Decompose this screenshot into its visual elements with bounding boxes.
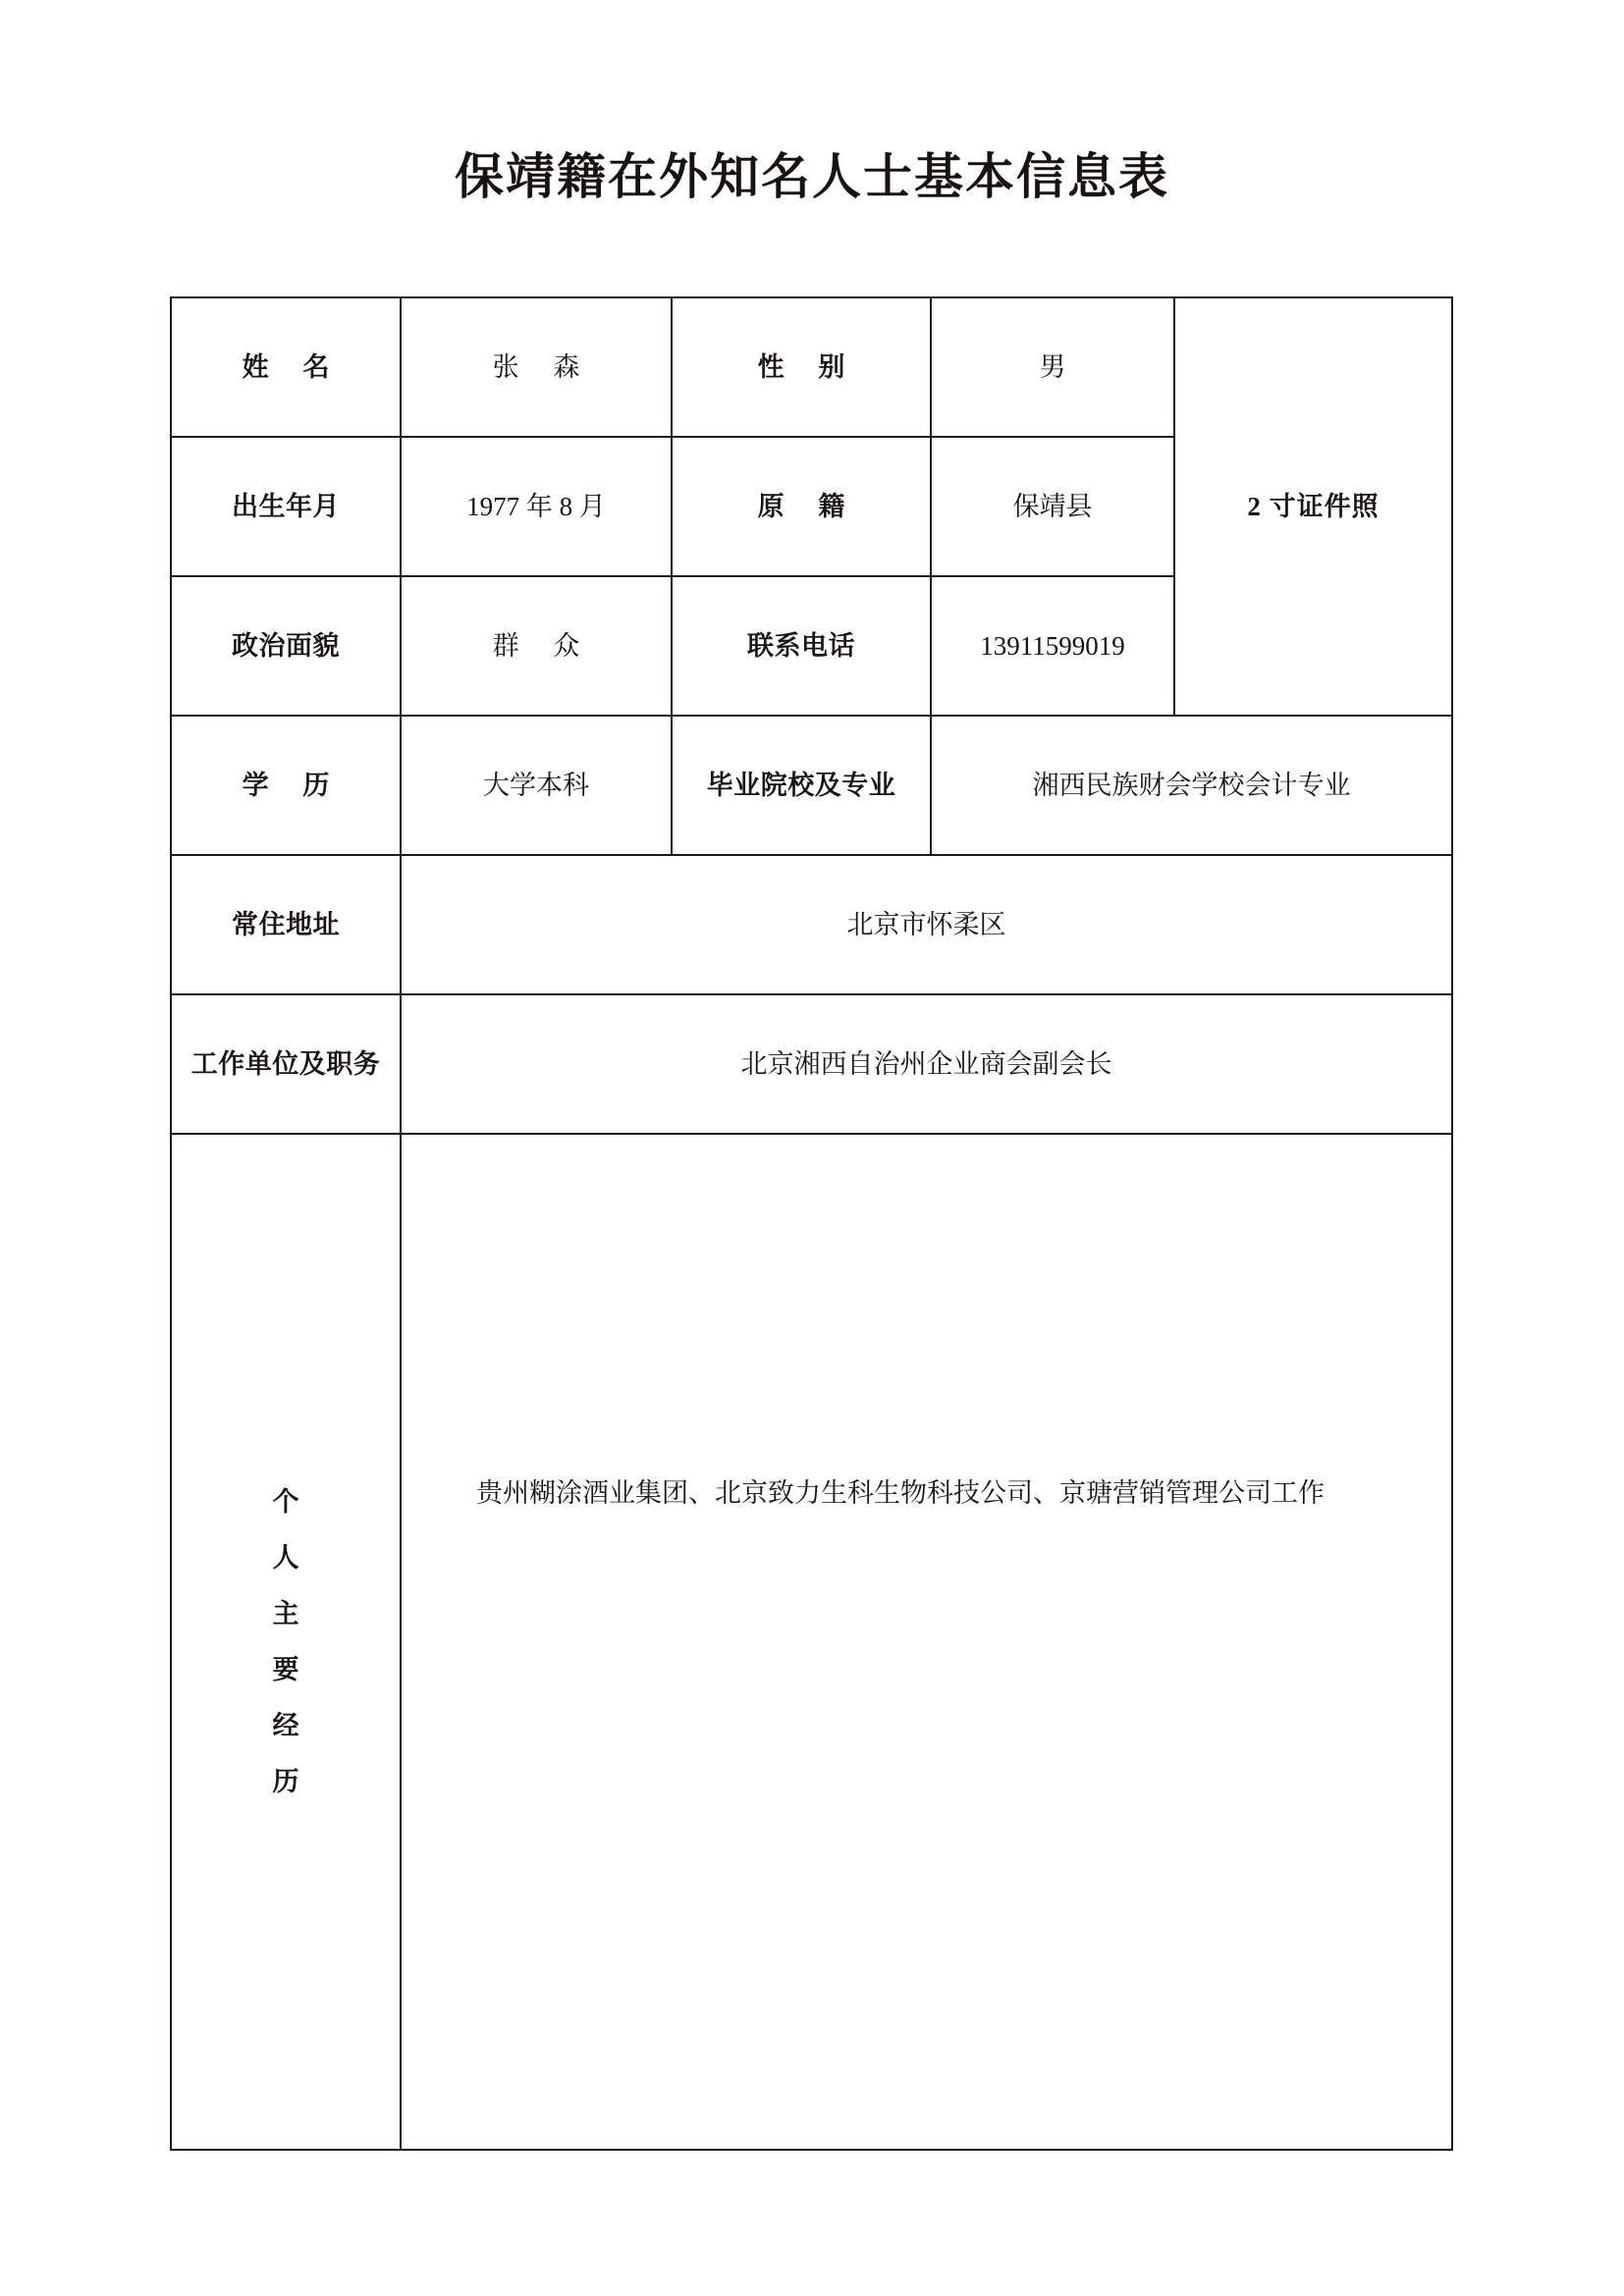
- value-name: 张 森: [401, 297, 672, 437]
- label-address: 常住地址: [171, 855, 401, 994]
- label-political-status: 政治面貌: [171, 576, 401, 716]
- experience-label-char-1: 人: [272, 1542, 299, 1573]
- value-experience-cell: [401, 1134, 1452, 2150]
- value-phone: 13911599019: [931, 576, 1174, 716]
- table-row-address: [171, 855, 1452, 994]
- value-education: 大学本科: [401, 716, 672, 855]
- value-work-unit: 北京湘西自治州企业商会副会长: [401, 994, 1452, 1134]
- basic-info-table: [170, 296, 1453, 2151]
- value-address: 北京市怀柔区: [401, 855, 1452, 994]
- table-row-work: [171, 994, 1452, 1134]
- table-row-education: [171, 716, 1452, 855]
- label-phone: 联系电话: [672, 576, 931, 716]
- photo-placeholder: 2 寸证件照: [1174, 297, 1452, 716]
- label-school-major: 毕业院校及专业: [672, 716, 931, 855]
- table-row-name: [171, 297, 1452, 437]
- value-political-status: 群 众: [401, 576, 672, 716]
- label-birth-date: 出生年月: [171, 437, 401, 576]
- label-experience: [171, 1134, 401, 2150]
- page-title: 保靖籍在外知名人士基本信息表: [455, 149, 1169, 204]
- label-gender: 性 别: [672, 297, 931, 437]
- value-school-major: 湘西民族财会学校会计专业: [931, 716, 1452, 855]
- table-row-experience: [171, 1134, 1452, 2150]
- label-origin: 原 籍: [672, 437, 931, 576]
- experience-label-stack: [272, 1486, 299, 1796]
- experience-label-char-2: 主: [272, 1598, 299, 1629]
- experience-label-char-0: 个: [272, 1486, 299, 1517]
- value-birth-date: 1977 年 8 月: [401, 437, 672, 576]
- label-work-unit: 工作单位及职务: [171, 994, 401, 1134]
- experience-label-char-5: 历: [272, 1766, 299, 1796]
- experience-label-char-4: 经: [272, 1710, 299, 1740]
- label-education: 学 历: [171, 716, 401, 855]
- experience-label-char-3: 要: [272, 1654, 299, 1684]
- value-experience: 贵州糊涂酒业集团、北京致力生科生物科技公司、京瑭营销管理公司工作: [476, 1478, 1325, 1508]
- value-origin: 保靖县: [931, 437, 1174, 576]
- label-name: 姓 名: [171, 297, 401, 437]
- value-gender: 男: [931, 297, 1174, 437]
